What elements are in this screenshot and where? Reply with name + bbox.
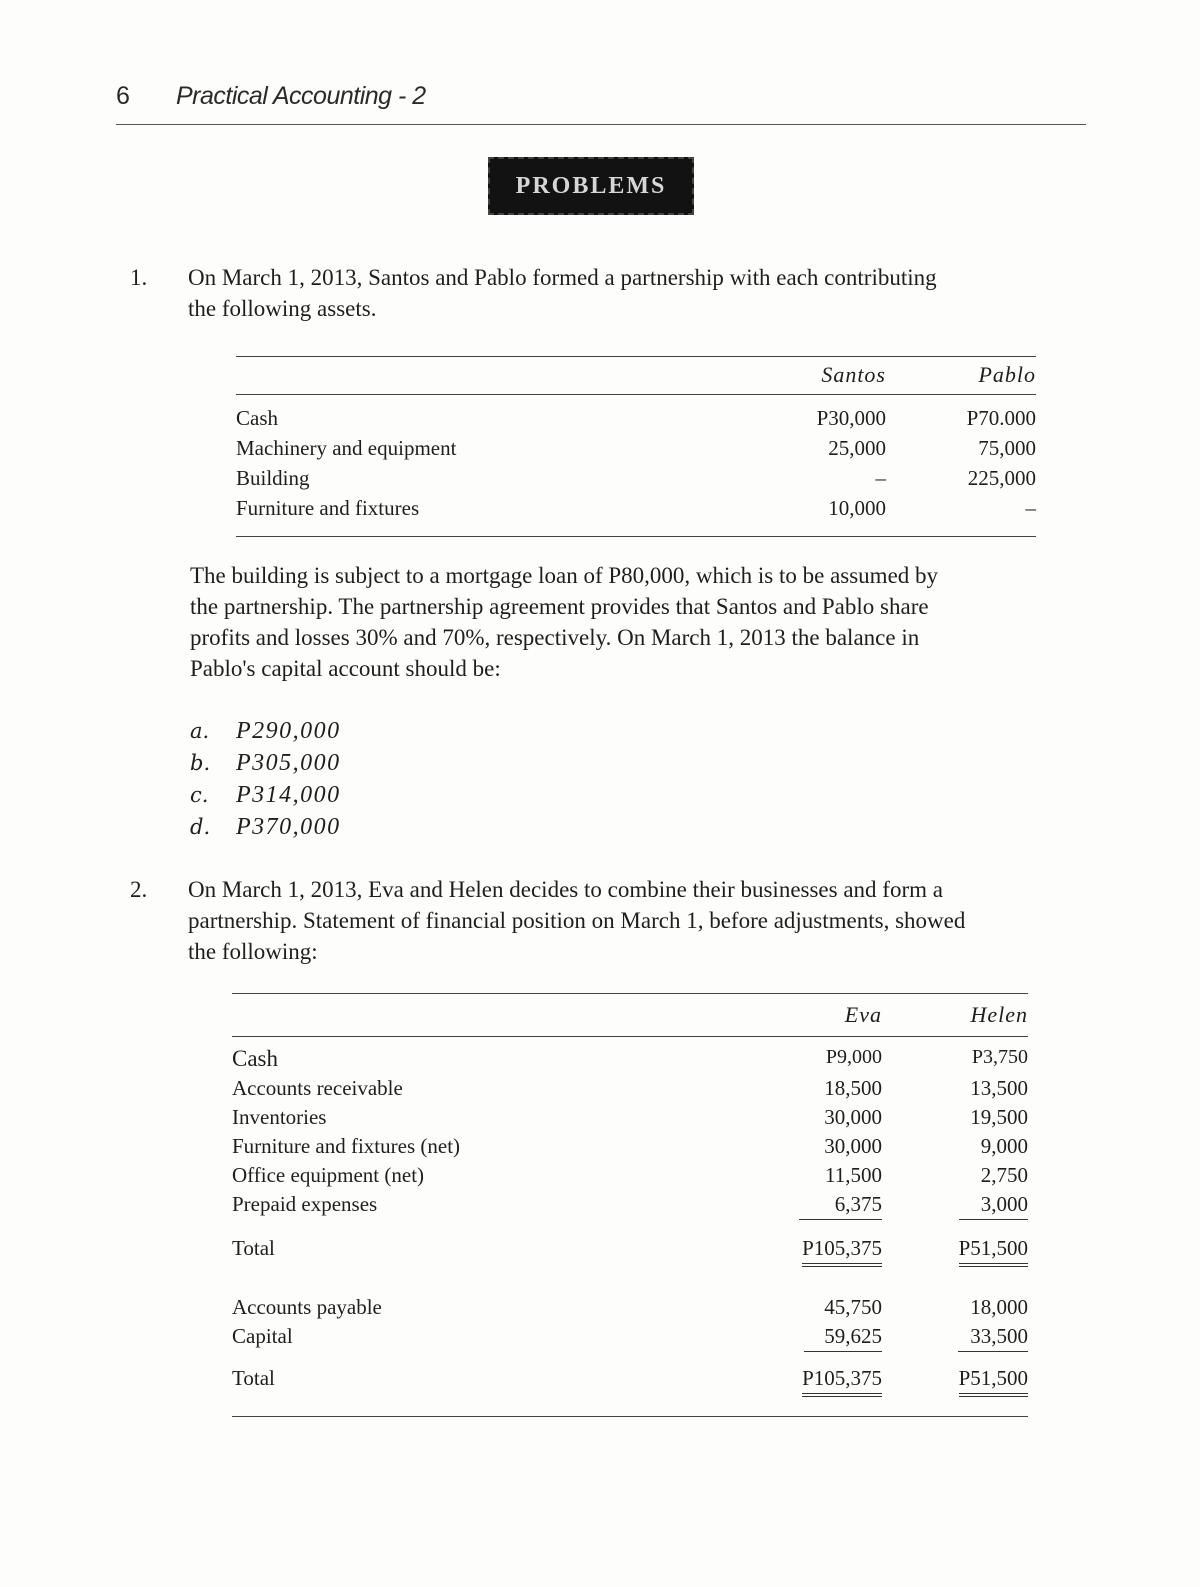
eva-total: P105,375 <box>802 1366 882 1397</box>
problem-2-intro <box>130 874 1080 970</box>
pablo-value: 225,000 <box>967 466 1036 490</box>
row-label: Furniture and fixtures (net) <box>232 1134 461 1158</box>
helen-value: 9,000 <box>980 1134 1028 1158</box>
problem-text-line: the following: <box>188 939 318 964</box>
table-row <box>236 406 1036 436</box>
table-row <box>232 1046 1028 1076</box>
problem-1-asset-table <box>236 352 1036 542</box>
row-label: Cash <box>232 1046 278 1071</box>
pablo-value: P70.000 <box>966 406 1036 430</box>
row-label: Office equipment (net) <box>232 1163 425 1187</box>
table-row <box>232 1105 1028 1135</box>
table-row <box>232 1134 1028 1164</box>
table-bottom-rule <box>236 536 1036 537</box>
row-label: Total <box>232 1236 275 1260</box>
row-label: Prepaid expenses <box>232 1192 378 1216</box>
table-row <box>236 466 1036 496</box>
helen-value: 3,000 <box>959 1192 1028 1220</box>
santos-value: P30,000 <box>816 406 886 430</box>
paragraph-line: The building is subject to a mortgage loan of P80,000, which is to be assumed by <box>190 563 939 588</box>
book-title: Practical Accounting - 2 <box>176 82 426 110</box>
paragraph-line: profits and losses 30% and 70%, respectively. On March 1, 2013 the balance in <box>190 625 920 650</box>
row-label: Accounts payable <box>232 1295 382 1319</box>
choice-value: P290,000 <box>236 718 341 744</box>
choice-letter: c. <box>190 783 209 807</box>
table-row <box>232 1192 1028 1222</box>
table-header-rule <box>232 1036 1028 1037</box>
eva-value: 30,000 <box>824 1105 882 1129</box>
choice-letter: d. <box>190 815 211 839</box>
santos-value: 10,000 <box>828 496 886 520</box>
table-top-rule <box>232 993 1028 994</box>
choice-letter: a. <box>190 719 210 743</box>
row-label: Total <box>232 1366 275 1390</box>
table-row <box>232 1295 1028 1325</box>
problem-text-line: partnership. Statement of financial position on March 1, before adjustments, showed <box>188 908 966 933</box>
santos-value: 25,000 <box>828 436 886 460</box>
choice-b <box>190 747 341 779</box>
row-label: Cash <box>236 406 278 430</box>
table-header-row <box>236 362 1036 392</box>
helen-value: 13,500 <box>970 1076 1028 1100</box>
choice-value: P370,000 <box>236 814 341 840</box>
problem-2-balance-table <box>232 990 1028 1420</box>
table-total-row <box>232 1366 1028 1396</box>
pablo-value: – <box>1025 496 1036 520</box>
column-header-eva: Eva <box>844 1002 882 1027</box>
table-row <box>236 436 1036 466</box>
helen-value: 18,000 <box>970 1295 1028 1319</box>
helen-value: 19,500 <box>970 1105 1028 1129</box>
row-label: Building <box>236 466 310 490</box>
table-total-row <box>232 1236 1028 1266</box>
problem-number: 2. <box>130 877 148 902</box>
table-top-rule <box>236 356 1036 357</box>
table-row <box>232 1163 1028 1193</box>
eva-value: 45,750 <box>824 1295 882 1319</box>
problem-1-choices <box>190 715 341 843</box>
table-row <box>236 496 1036 526</box>
column-header-helen: Helen <box>970 1002 1028 1027</box>
column-header-santos: Santos <box>821 362 886 387</box>
row-label: Capital <box>232 1324 293 1348</box>
page-number: 6 <box>116 82 130 110</box>
paragraph-line: the partnership. The partnership agreement provides that Santos and Pablo share <box>190 594 929 619</box>
choice-c <box>190 779 341 811</box>
table-row <box>232 1076 1028 1106</box>
helen-total: P51,500 <box>959 1366 1028 1397</box>
problem-number: 1. <box>130 265 148 290</box>
table-header-rule <box>236 394 1036 395</box>
row-label: Inventories <box>232 1105 327 1129</box>
table-row <box>232 1324 1028 1354</box>
eva-value: 59,625 <box>804 1324 882 1352</box>
eva-value: 18,500 <box>824 1076 882 1100</box>
helen-total: P51,500 <box>959 1236 1028 1267</box>
helen-value: P3,750 <box>971 1046 1028 1068</box>
eva-total: P105,375 <box>802 1236 882 1267</box>
paragraph-line: Pablo's capital account should be: <box>190 656 501 681</box>
column-header-pablo: Pablo <box>978 362 1036 387</box>
row-label: Machinery and equipment <box>236 436 457 460</box>
eva-value: 11,500 <box>825 1163 882 1187</box>
table-header-row <box>232 1002 1028 1032</box>
problem-text-line: the following assets. <box>188 296 377 321</box>
choice-value: P305,000 <box>236 750 341 776</box>
helen-value: 33,500 <box>958 1324 1028 1352</box>
problem-1-intro <box>130 262 1080 326</box>
problems-banner <box>488 157 694 215</box>
header-divider <box>116 124 1086 125</box>
choice-d <box>190 811 341 843</box>
eva-value: 30,000 <box>824 1134 882 1158</box>
pablo-value: 75,000 <box>978 436 1036 460</box>
eva-value: P9,000 <box>825 1046 882 1068</box>
problems-banner-label: PROBLEMS <box>515 172 667 199</box>
choice-a <box>190 715 341 747</box>
row-label: Accounts receivable <box>232 1076 403 1100</box>
helen-value: 2,750 <box>980 1163 1028 1187</box>
table-bottom-rule <box>232 1416 1028 1417</box>
problem-text-line: On March 1, 2013, Santos and Pablo formed a partnership with each contributing <box>188 265 937 290</box>
choice-value: P314,000 <box>236 782 341 808</box>
problem-text-line: On March 1, 2013, Eva and Helen decides to combine their businesses and form a <box>188 877 943 902</box>
santos-value: – <box>875 466 886 490</box>
eva-value: 6,375 <box>799 1192 882 1220</box>
row-label: Furniture and fixtures <box>236 496 420 520</box>
choice-letter: b. <box>190 751 211 775</box>
problem-1-paragraph <box>190 560 1070 690</box>
